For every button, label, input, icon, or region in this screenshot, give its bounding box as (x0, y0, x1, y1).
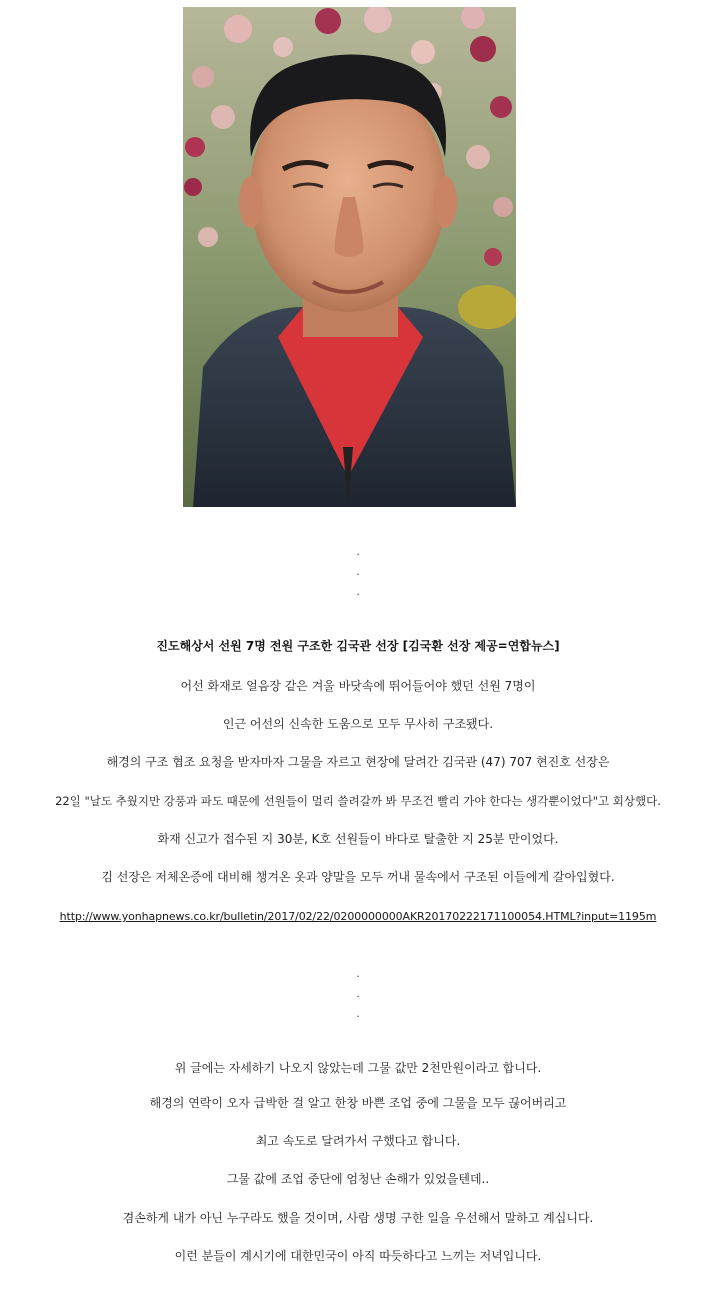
separator-dot: . (356, 987, 360, 1000)
article-paragraph: 인근 어선의 신속한 도움으로 모두 무사히 구조됐다. (222, 717, 494, 731)
commentary-paragraph: 위 글에는 자세하기 나오지 않았는데 그물 값만 2천만원이라고 합니다. (174, 1061, 542, 1075)
source-article-link[interactable]: http://www.yonhapnews.co.kr/bulletin/2017/02/22/0200000000AKR20170222171100054.HTML?input=1195m (59, 910, 657, 923)
separator-dot: . (356, 565, 360, 578)
article-paragraph: 22일 "날도 추웠지만 강풍과 파도 때문에 선원들이 멀리 쓸려갈까 봐 무조건 빨리 가야 한다는 생각뿐이었다"고 회상했다. (55, 794, 661, 808)
captain-portrait-photo (183, 7, 516, 507)
commentary-paragraph: 최고 속도로 달려가서 구했다고 합니다. (255, 1134, 461, 1148)
article-paragraph: 해경의 구조 협조 요청을 받자마자 그물을 자르고 현장에 달려간 김국관 (47) 707 현진호 선장은 (106, 755, 610, 769)
article-paragraph: 김 선장은 저체온증에 대비해 챙겨온 옷과 양말을 모두 꺼내 물속에서 구조된 이들에게 갈아입혔다. (101, 870, 615, 884)
commentary-paragraph: 겸손하게 내가 아닌 누구라도 했을 것이며, 사람 생명 구한 일을 우선해서 말하고 계십니다. (122, 1211, 594, 1225)
separator-dot: . (356, 1007, 360, 1020)
separator-dot: . (356, 545, 360, 558)
separator-dot: . (356, 585, 360, 598)
photo-caption: 진도해상서 선원 7명 전원 구조한 김국관 선장 [김국환 선장 제공=연합뉴스] (156, 639, 560, 653)
article-paragraph: 어선 화재로 얼음장 같은 겨울 바닷속에 뛰어들어야 했던 선원 7명이 (180, 679, 536, 693)
separator-dot: . (356, 967, 360, 980)
commentary-paragraph: 이런 분들이 계시기에 대한민국이 아직 따듯하다고 느끼는 저녁입니다. (174, 1249, 542, 1263)
article-paragraph: 화재 신고가 접수된 지 30분, K호 선원들이 바다로 탈출한 지 25분 만이었다. (157, 832, 559, 846)
commentary-paragraph: 그물 값에 조업 중단에 엄청난 손해가 있었을텐데.. (226, 1172, 490, 1186)
commentary-paragraph: 해경의 연락이 오자 급박한 걸 알고 한창 바쁜 조업 중에 그물을 모두 끊어버리고 (149, 1096, 567, 1110)
